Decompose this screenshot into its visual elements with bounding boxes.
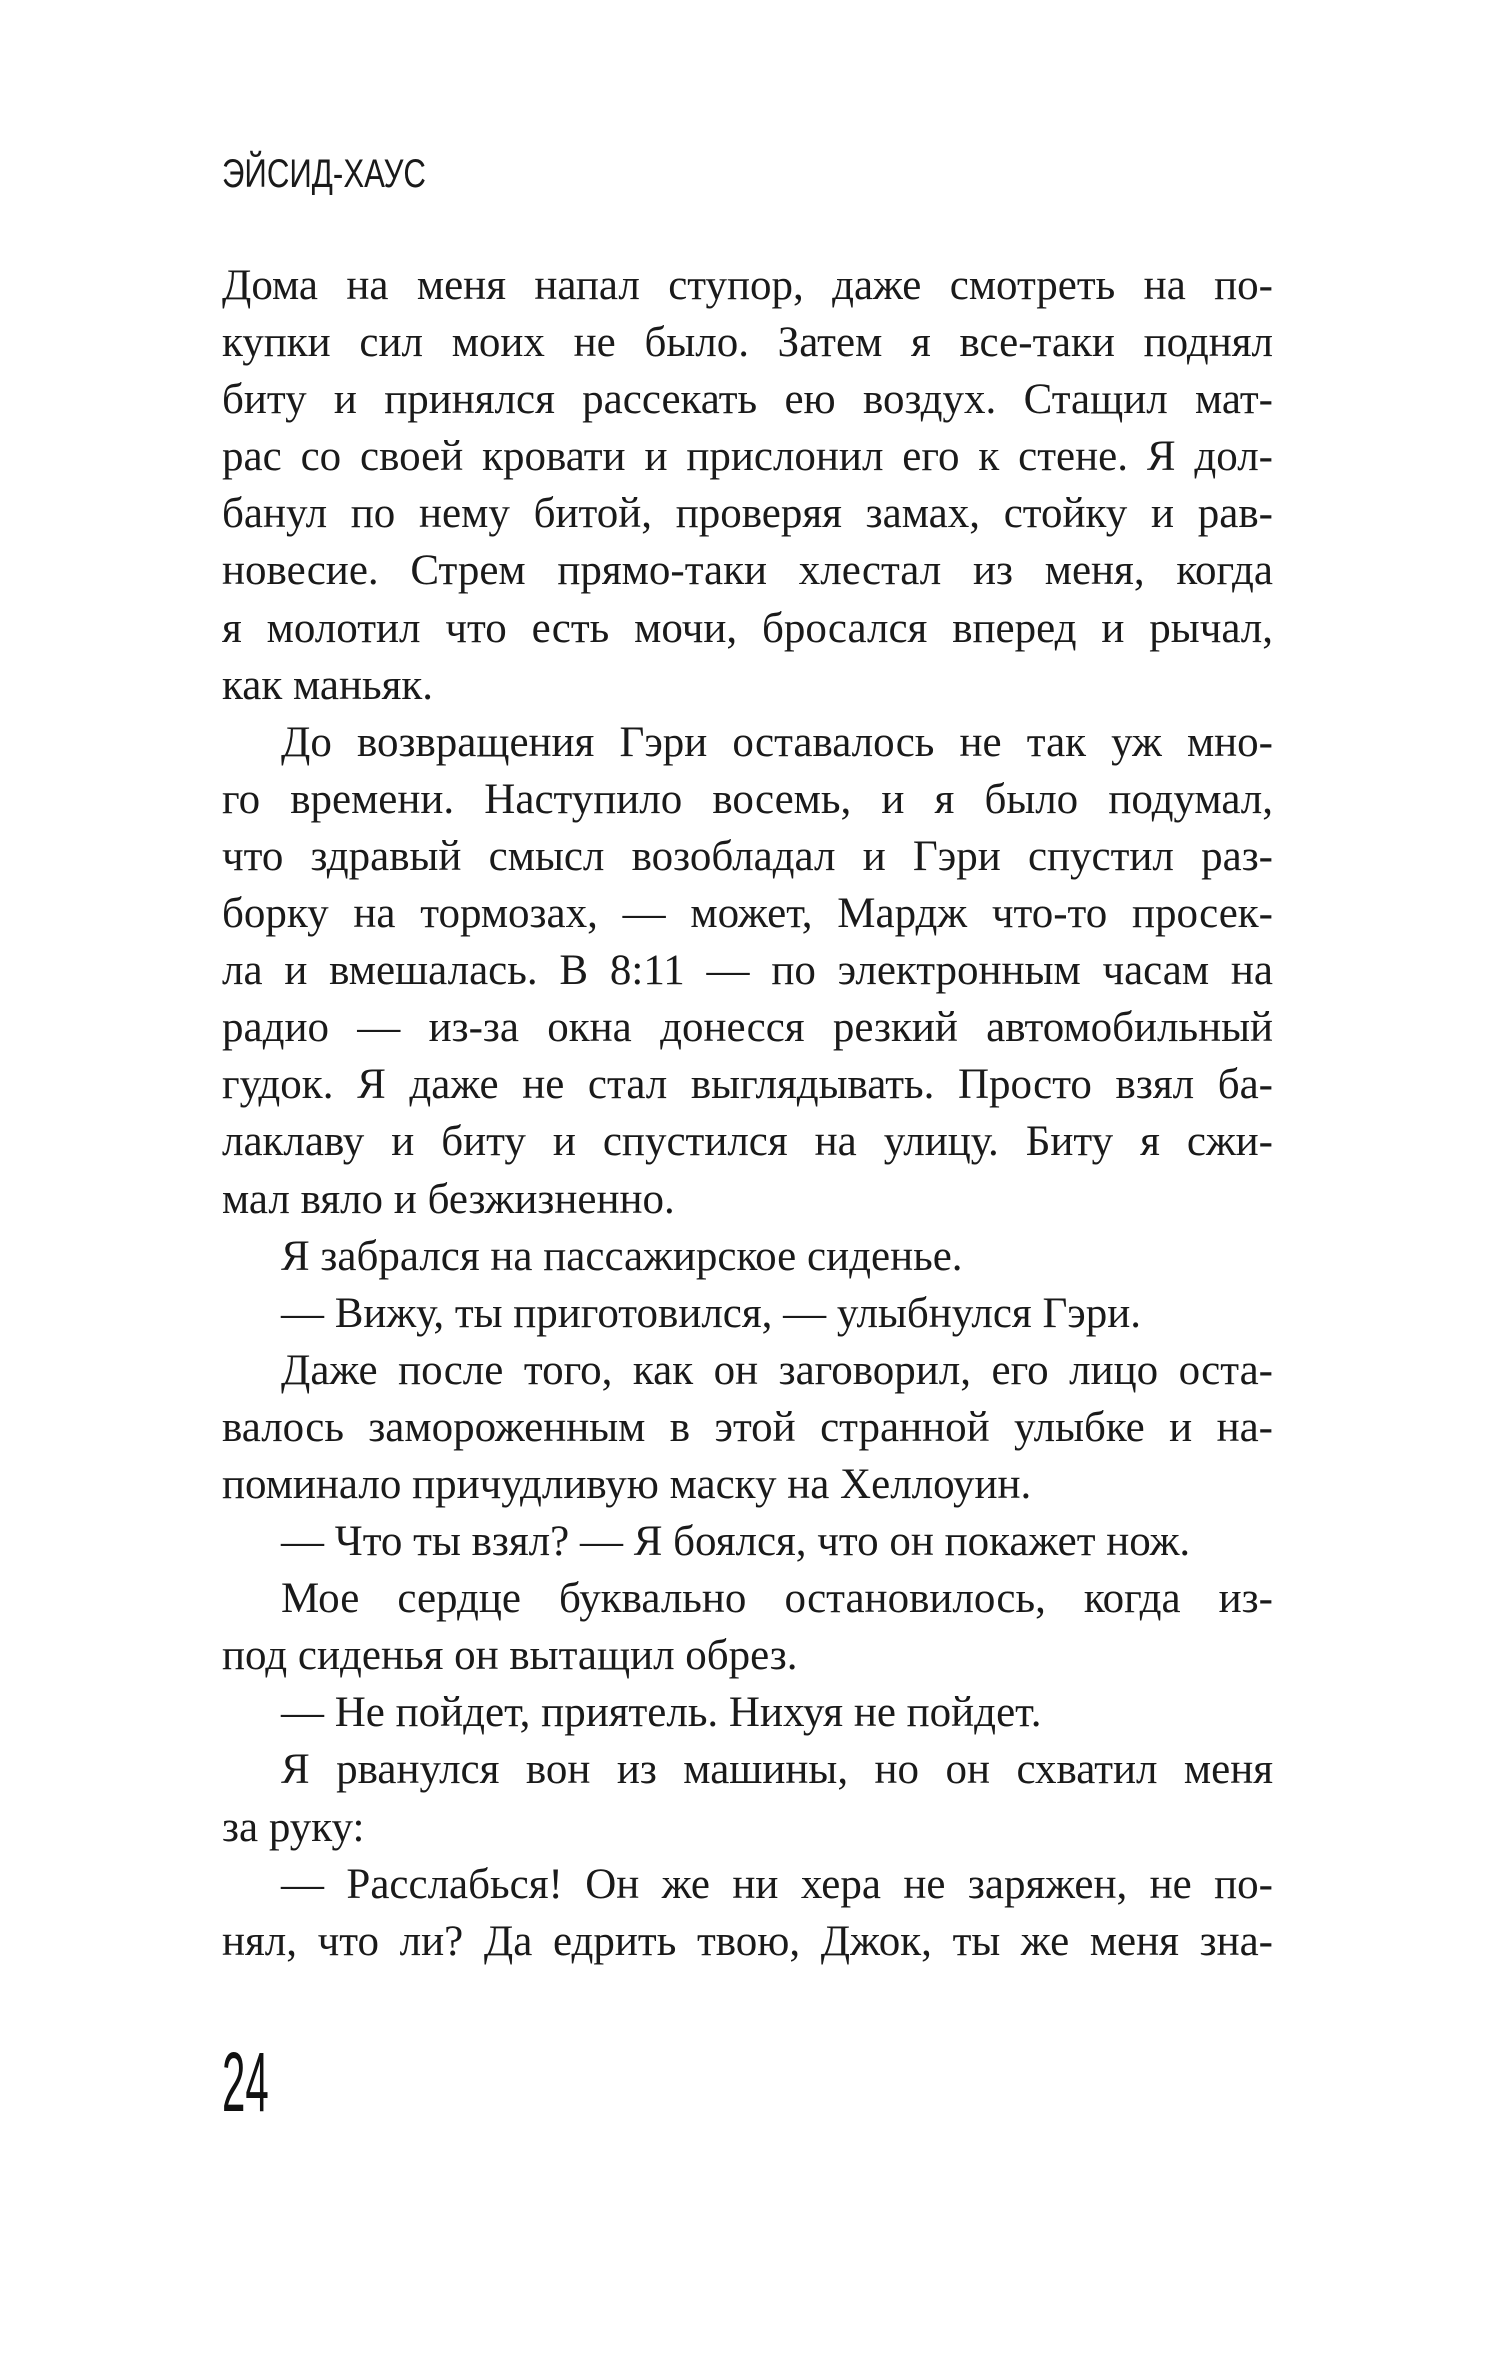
text-line: что здравый смысл возобладал и Гэри спустил раз-	[222, 832, 1273, 880]
text-line: — Не пойдет, приятель. Нихуя не пойдет.	[281, 1689, 1042, 1737]
text-line: До возвращения Гэри оставалось не так уж мно-	[281, 718, 1273, 766]
text-line: го времени. Наступило восемь, и я было подумал,	[222, 775, 1273, 823]
text-line: — Вижу, ты приготовился, — улыбнулся Гэри.	[281, 1289, 1142, 1337]
text-line: Даже после того, как он заговорил, его лицо оста-	[281, 1346, 1273, 1394]
text-line: нял, что ли? Да едрить твою, Джок, ты же меня зна-	[222, 1917, 1273, 1965]
text-line: радио — из-за окна донесся резкий автомобильный	[222, 1004, 1273, 1052]
text-line: рас со своей кровати и прислонил его к стене. Я дол-	[222, 433, 1273, 481]
text-line: мал вяло и безжизненно.	[222, 1175, 675, 1223]
text-line: Я забрался на пассажирское сиденье.	[281, 1232, 963, 1280]
text-line: я молотил что есть мочи, бросался вперед и рычал,	[222, 604, 1273, 652]
text-line: Дома на меня напал ступор, даже смотреть на по-	[222, 262, 1273, 309]
body-text	[222, 257, 1273, 1970]
text-line: биту и принялся рассекать ею воздух. Стащил мат-	[222, 376, 1273, 424]
text-line: Мое сердце буквально остановилось, когда из-	[281, 1575, 1273, 1623]
text-line: купки сил моих не было. Затем я все-таки поднял	[222, 319, 1273, 367]
text-line: — Расслабься! Он же ни хера не заряжен, не по-	[281, 1860, 1273, 1908]
text-line: новесие. Стрем прямо-таки хлестал из меня, когда	[222, 547, 1273, 595]
text-line: Я рванулся вон из машины, но он схватил меня	[281, 1746, 1273, 1794]
text-line: — Что ты взял? — Я боялся, что он покажет нож.	[281, 1518, 1191, 1566]
text-line: поминало причудливую маску на Хеллоуин.	[222, 1460, 1032, 1508]
text-line: борку на тормозах, — может, Мардж что-то просек-	[222, 890, 1273, 938]
text-line: под сиденья он вытащил обрез.	[222, 1632, 798, 1680]
text-line: ла и вмешалась. В 8:11 — по электронным часам на	[222, 947, 1273, 995]
text-line: гудок. Я даже не стал выглядывать. Просто взял ба-	[222, 1061, 1273, 1109]
text-line: за руку:	[222, 1803, 365, 1851]
running-head: ЭЙСИД-ХАУС	[222, 152, 426, 196]
text-line: лаклаву и биту и спустился на улицу. Биту я сжи-	[222, 1118, 1273, 1166]
text-line: как маньяк.	[222, 661, 434, 709]
text-line: валось замороженным в этой странной улыбке и на-	[222, 1403, 1273, 1451]
text-line: банул по нему битой, проверяя замах, стойку и рав-	[222, 490, 1273, 538]
page-number: 24	[222, 2035, 269, 2129]
